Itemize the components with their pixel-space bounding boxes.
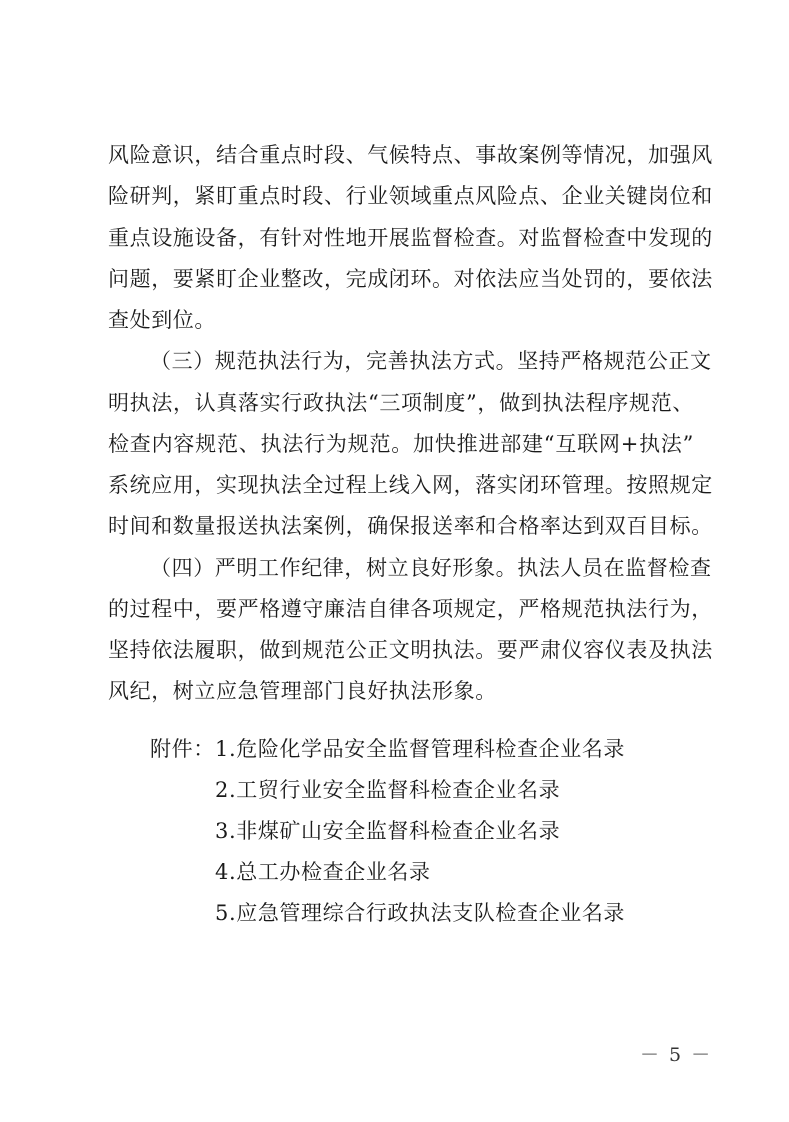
p1-line-3: 重点设施设备，有针对性地开展监督检查。对监督检查中发现的 (108, 226, 713, 250)
p2-line-5: 时间和数量报送执法案例，确保报送率和合格率达到双百目标。 (108, 514, 713, 538)
p1-line-2: 险研判，紧盯重点时段、行业领域重点风险点、企业关键岗位和 (108, 184, 713, 208)
attachment-item-4: 4.总工办检查企业名录 (215, 860, 431, 884)
p1-line-4: 问题，要紧盯企业整改，完成闭环。对依法应当处罚的，要依法 (108, 267, 713, 291)
p3-line-2: 的过程中，要严格遵守廉洁自律各项规定，严格规范执法行为， (108, 597, 713, 621)
p1-line-1: 风险意识，结合重点时段、气候特点、事故案例等情况，加强风 (108, 143, 713, 167)
p3-line-3: 坚持依法履职，做到规范公正文明执法。要严肃仪容仪表及执法 (108, 638, 713, 662)
p3-line-1: （四）严明工作纪律，树立良好形象。执法人员在监督检查 (150, 556, 712, 580)
p2-line-4: 系统应用，实现执法全过程上线入网，落实闭环管理。按照规定 (108, 473, 713, 497)
p3-line-4: 风纪，树立应急管理部门良好执法形象。 (108, 679, 497, 703)
p2-line-3: 检查内容规范、执法行为规范。加快推进部建“互联网+执法” (108, 432, 694, 456)
p2-line-1: （三）规范执法行为，完善执法方式。坚持严格规范公正文 (150, 349, 712, 373)
attachment-item-5: 5.应急管理综合行政执法支队检查企业名录 (215, 901, 626, 925)
page-number: － 5 － (640, 1044, 713, 1066)
p2-line-2: 明执法，认真落实行政执法“三项制度”，做到执法程序规范、 (108, 391, 694, 415)
p1-line-5: 查处到位。 (108, 308, 216, 332)
attachment-item-1: 1.危险化学品安全监督管理科检查企业名录 (215, 737, 626, 761)
attachment-item-2: 2.工贸行业安全监督科检查企业名录 (215, 778, 561, 802)
attachments-label: 附件： (150, 737, 215, 761)
attachment-item-3: 3.非煤矿山安全监督科检查企业名录 (215, 819, 561, 843)
